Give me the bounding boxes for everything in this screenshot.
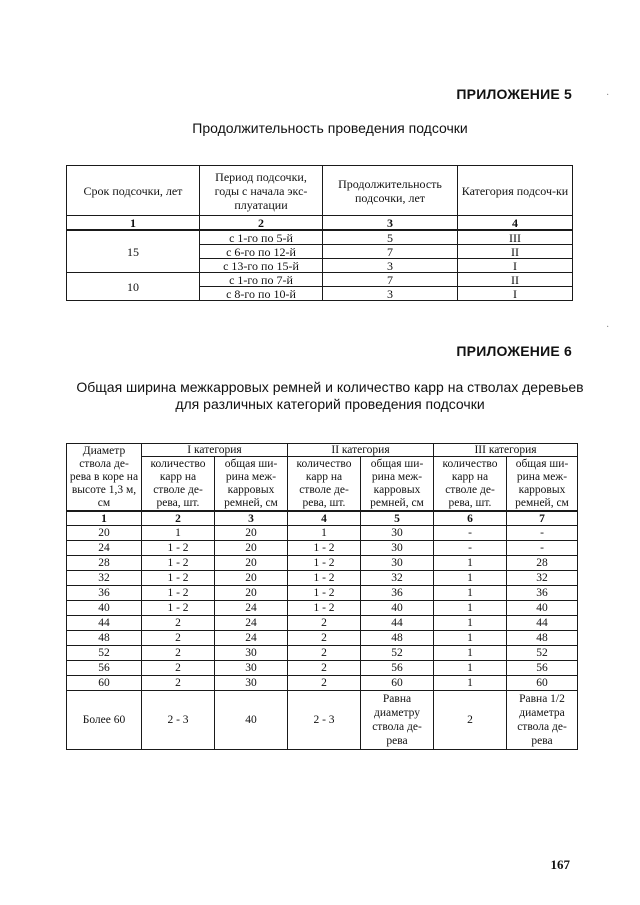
width-cat1-cell: 20 xyxy=(215,541,288,556)
count-cat2-cell: 2 xyxy=(288,631,361,646)
width-cat3-cell: - xyxy=(507,541,578,556)
title-line: для различных категорий проведения подсочки xyxy=(175,396,485,412)
count-cat2-cell: 1 - 2 xyxy=(288,541,361,556)
width-cat2-cell: 40 xyxy=(361,601,434,616)
table-row xyxy=(67,571,578,586)
count-cat2-cell: 1 - 2 xyxy=(288,556,361,571)
count-cat2-cell: 2 xyxy=(288,646,361,661)
width-cat2-cell: 32 xyxy=(361,571,434,586)
table-body xyxy=(67,526,578,750)
table-header-row xyxy=(67,444,578,457)
category-cell: III xyxy=(458,230,573,245)
column-number-row xyxy=(67,511,578,526)
diameter-cell: 44 xyxy=(67,616,142,631)
count-cat2-cell: 1 - 2 xyxy=(288,571,361,586)
count-cat3-cell: - xyxy=(434,526,507,541)
appendix-5-title: Продолжительность проведения подсочки xyxy=(192,120,468,136)
diameter-cell: 20 xyxy=(67,526,142,541)
count-cat2-cell: 2 xyxy=(288,661,361,676)
diameter-cell: 32 xyxy=(67,571,142,586)
width-cat1-cell: 20 xyxy=(215,571,288,586)
count-cat3-cell: 2 xyxy=(434,691,507,750)
table-row xyxy=(67,601,578,616)
duration-table xyxy=(66,165,573,301)
term-cell: 10 xyxy=(67,273,200,301)
diameter-cell: 36 xyxy=(67,586,142,601)
width-cat2-cell: 30 xyxy=(361,541,434,556)
column-number-row xyxy=(67,216,573,231)
count-cat2-cell: 2 - 3 xyxy=(288,691,361,750)
count-cat3-cell: 1 xyxy=(434,571,507,586)
width-cat2-cell: 52 xyxy=(361,646,434,661)
subheader-width: общая ши-рина меж-карровых ремней, см xyxy=(507,457,578,512)
diameter-cell: 24 xyxy=(67,541,142,556)
subheader-width: общая ши-рина меж-карровых ремней, см xyxy=(361,457,434,512)
diameter-cell: 56 xyxy=(67,661,142,676)
table-row xyxy=(67,676,578,691)
width-cat2-cell: 56 xyxy=(361,661,434,676)
width-cat1-cell: 30 xyxy=(215,676,288,691)
subheader-count: количество карр на стволе де-рева, шт. xyxy=(288,457,361,512)
scan-speck: · xyxy=(606,322,610,333)
duration-cell: 7 xyxy=(323,273,458,287)
width-cat3-cell: 40 xyxy=(507,601,578,616)
width-cat3-cell: 32 xyxy=(507,571,578,586)
table-row xyxy=(67,646,578,661)
belt-width-table xyxy=(66,443,578,750)
term-cell: 15 xyxy=(67,230,200,273)
category-cell: II xyxy=(458,273,573,287)
width-cat2-cell: 44 xyxy=(361,616,434,631)
header-category-1: I категория xyxy=(142,444,288,457)
width-cat1-cell: 24 xyxy=(215,616,288,631)
subheader-count: количество карр на стволе де-рева, шт. xyxy=(434,457,507,512)
diameter-cell: 52 xyxy=(67,646,142,661)
count-cat1-cell: 1 - 2 xyxy=(142,586,215,601)
count-cat2-cell: 2 xyxy=(288,616,361,631)
table-row xyxy=(67,661,578,676)
period-cell: с 1-го по 5-й xyxy=(200,230,323,245)
width-cat3-cell: 36 xyxy=(507,586,578,601)
width-cat3-cell: Равна 1/2 диаметра ствола де-рева xyxy=(507,691,578,750)
width-cat3-cell: 52 xyxy=(507,646,578,661)
width-cat2-cell: 60 xyxy=(361,676,434,691)
count-cat1-cell: 2 xyxy=(142,646,215,661)
width-cat1-cell: 40 xyxy=(215,691,288,750)
col-number: 2 xyxy=(200,216,323,231)
appendix-6-label: ПРИЛОЖЕНИЕ 6 xyxy=(456,343,572,359)
count-cat1-cell: 2 xyxy=(142,676,215,691)
period-cell: с 13-го по 15-й xyxy=(200,259,323,273)
count-cat3-cell: 1 xyxy=(434,616,507,631)
header-duration: Продолжительность подсочки, лет xyxy=(323,166,458,216)
count-cat1-cell: 1 - 2 xyxy=(142,571,215,586)
count-cat1-cell: 1 - 2 xyxy=(142,556,215,571)
width-cat3-cell: - xyxy=(507,526,578,541)
table-row xyxy=(67,586,578,601)
width-cat3-cell: 28 xyxy=(507,556,578,571)
col-number: 2 xyxy=(142,511,215,526)
table-row xyxy=(67,541,578,556)
period-cell: с 1-го по 7-й xyxy=(200,273,323,287)
count-cat1-cell: 2 xyxy=(142,661,215,676)
table-row xyxy=(67,526,578,541)
width-cat1-cell: 24 xyxy=(215,601,288,616)
category-cell: I xyxy=(458,259,573,273)
count-cat3-cell: 1 xyxy=(434,676,507,691)
col-number: 3 xyxy=(323,216,458,231)
width-cat3-cell: 48 xyxy=(507,631,578,646)
table-row xyxy=(67,556,578,571)
width-cat3-cell: 60 xyxy=(507,676,578,691)
count-cat1-cell: 1 xyxy=(142,526,215,541)
table-row xyxy=(67,616,578,631)
header-diameter: Диаметр ствола де-рева в коре на высоте 1,3 м, см xyxy=(67,444,142,512)
table-header-row xyxy=(67,166,573,216)
duration-cell: 3 xyxy=(323,287,458,301)
width-cat2-cell: 30 xyxy=(361,556,434,571)
diameter-cell: 48 xyxy=(67,631,142,646)
count-cat1-cell: 2 - 3 xyxy=(142,691,215,750)
width-cat1-cell: 24 xyxy=(215,631,288,646)
table-row xyxy=(67,631,578,646)
count-cat3-cell: 1 xyxy=(434,556,507,571)
width-cat1-cell: 30 xyxy=(215,661,288,676)
width-cat1-cell: 30 xyxy=(215,646,288,661)
duration-cell: 7 xyxy=(323,245,458,259)
width-cat3-cell: 56 xyxy=(507,661,578,676)
width-cat2-cell: 36 xyxy=(361,586,434,601)
diameter-cell: Более 60 xyxy=(67,691,142,750)
subheader-count: количество карр на стволе де-рева, шт. xyxy=(142,457,215,512)
title-line: Общая ширина межкарровых ремней и количество карр на стволах деревьев xyxy=(76,379,584,395)
scan-speck: · xyxy=(606,90,610,101)
count-cat2-cell: 1 - 2 xyxy=(288,601,361,616)
col-number: 5 xyxy=(361,511,434,526)
diameter-cell: 60 xyxy=(67,676,142,691)
page-number: 167 xyxy=(550,857,570,872)
header-category: Категория подсоч-ки xyxy=(458,166,573,216)
diameter-cell: 28 xyxy=(67,556,142,571)
header-period: Период подсочки, годы с начала экс-плуатации xyxy=(200,166,323,216)
count-cat2-cell: 1 - 2 xyxy=(288,586,361,601)
count-cat3-cell: 1 xyxy=(434,601,507,616)
col-number: 7 xyxy=(507,511,578,526)
count-cat1-cell: 1 - 2 xyxy=(142,541,215,556)
width-cat1-cell: 20 xyxy=(215,526,288,541)
header-category-2: II категория xyxy=(288,444,434,457)
count-cat2-cell: 2 xyxy=(288,676,361,691)
col-number: 1 xyxy=(67,511,142,526)
col-number: 6 xyxy=(434,511,507,526)
header-term: Срок подсочки, лет xyxy=(67,166,200,216)
col-number: 3 xyxy=(215,511,288,526)
count-cat1-cell: 1 - 2 xyxy=(142,601,215,616)
count-cat1-cell: 2 xyxy=(142,631,215,646)
table-row xyxy=(67,691,578,750)
appendix-6-title xyxy=(60,379,600,413)
appendix-5-label: ПРИЛОЖЕНИЕ 5 xyxy=(456,86,572,102)
count-cat3-cell: 1 xyxy=(434,586,507,601)
width-cat1-cell: 20 xyxy=(215,556,288,571)
width-cat2-cell: 30 xyxy=(361,526,434,541)
table-row xyxy=(67,273,573,287)
count-cat3-cell: - xyxy=(434,541,507,556)
period-cell: с 6-го по 12-й xyxy=(200,245,323,259)
count-cat2-cell: 1 xyxy=(288,526,361,541)
table-subheader-row xyxy=(67,457,578,512)
count-cat1-cell: 2 xyxy=(142,616,215,631)
width-cat3-cell: 44 xyxy=(507,616,578,631)
table-row xyxy=(67,230,573,245)
duration-cell: 3 xyxy=(323,259,458,273)
category-cell: II xyxy=(458,245,573,259)
category-cell: I xyxy=(458,287,573,301)
count-cat3-cell: 1 xyxy=(434,631,507,646)
diameter-cell: 40 xyxy=(67,601,142,616)
header-category-3: III категория xyxy=(434,444,578,457)
width-cat2-cell: Равна диаметру ствола де-рева xyxy=(361,691,434,750)
width-cat1-cell: 20 xyxy=(215,586,288,601)
duration-cell: 5 xyxy=(323,230,458,245)
col-number: 4 xyxy=(288,511,361,526)
subheader-width: общая ши-рина меж-карровых ремней, см xyxy=(215,457,288,512)
count-cat3-cell: 1 xyxy=(434,661,507,676)
period-cell: с 8-го по 10-й xyxy=(200,287,323,301)
col-number: 4 xyxy=(458,216,573,231)
count-cat3-cell: 1 xyxy=(434,646,507,661)
width-cat2-cell: 48 xyxy=(361,631,434,646)
col-number: 1 xyxy=(67,216,200,231)
